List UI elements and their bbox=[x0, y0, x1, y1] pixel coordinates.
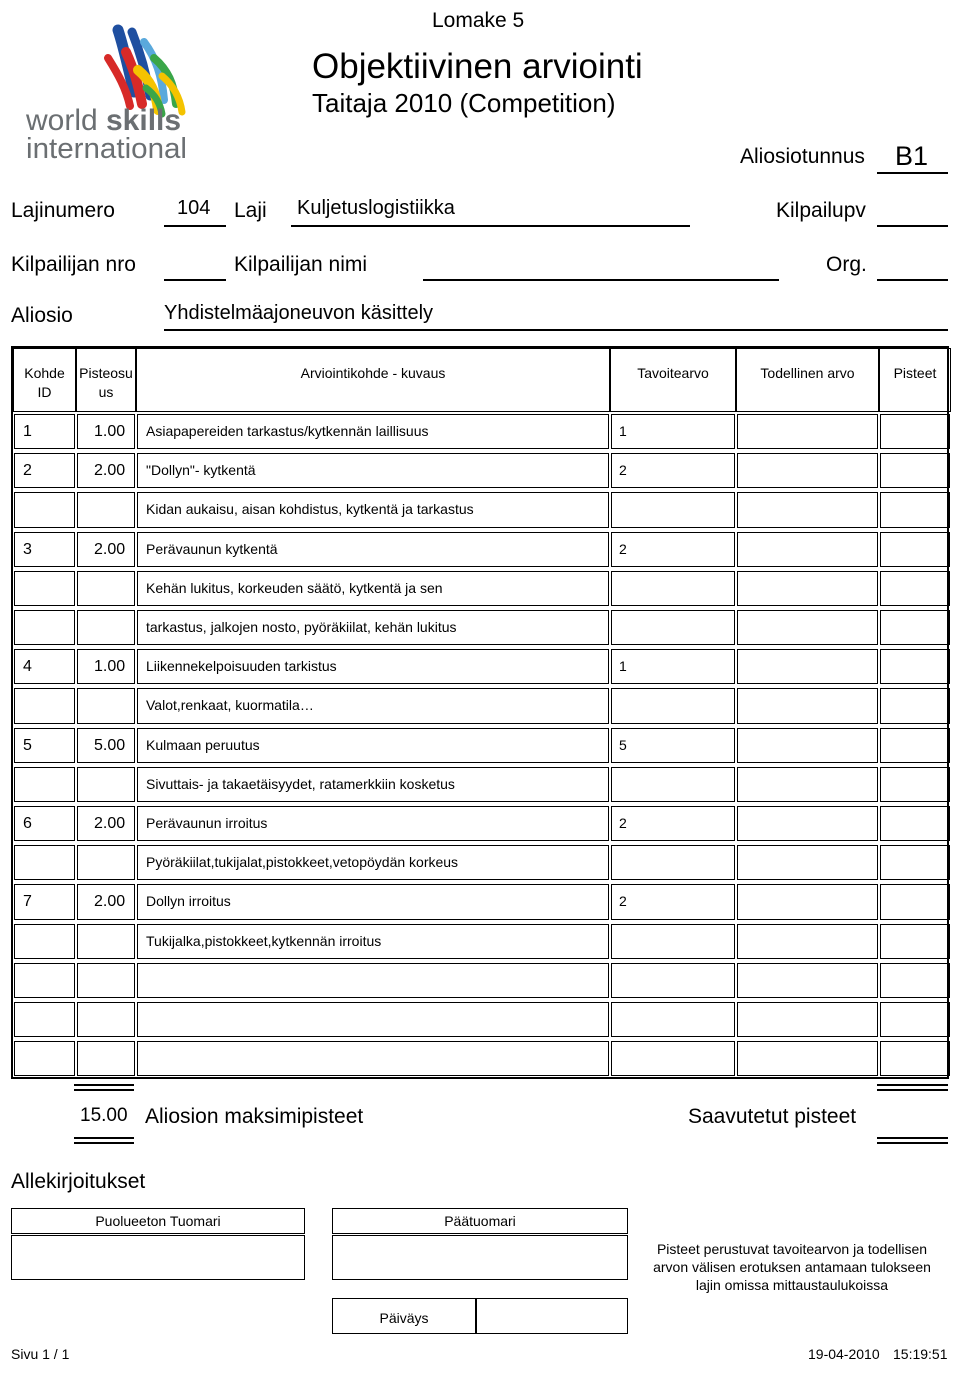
row-points: 2.00 bbox=[94, 815, 126, 832]
row-points-cell bbox=[77, 963, 135, 998]
row-id: 4 bbox=[23, 658, 32, 676]
row-description: "Dollyn"- kytkentä bbox=[146, 462, 256, 479]
row-id-cell bbox=[14, 610, 75, 645]
lajinumero-value[interactable]: 104 bbox=[177, 197, 211, 219]
page-number: Sivu 1 / 1 bbox=[11, 1346, 70, 1362]
org-label: Org. bbox=[826, 253, 867, 276]
row-score-field[interactable] bbox=[880, 1041, 950, 1076]
assessment-table bbox=[11, 346, 949, 1079]
row-actual-field[interactable] bbox=[737, 963, 878, 998]
total-rule-bottom-2 bbox=[74, 1142, 134, 1144]
row-description: Dollyn irroitus bbox=[146, 893, 231, 910]
total-rule-top-2 bbox=[74, 1089, 134, 1091]
row-score-field[interactable] bbox=[880, 453, 950, 488]
lajinumero-underline bbox=[164, 225, 226, 227]
row-description: tarkastus, jalkojen nosto, pyöräkiilat, kehän lukitus bbox=[146, 619, 457, 635]
kilpailijan-nimi-field[interactable] bbox=[423, 279, 779, 281]
page-title: Objektiivinen arviointi bbox=[312, 47, 643, 86]
row-target-cell bbox=[611, 884, 735, 919]
chief-label: Päätuomari bbox=[444, 1213, 516, 1229]
row-description: Perävaunun kytkentä bbox=[146, 540, 278, 557]
row-description: Kehän lukitus, korkeuden säätö, kytkentä ja sen bbox=[146, 579, 443, 596]
org-field[interactable] bbox=[877, 279, 948, 281]
laji-value[interactable]: Kuljetuslogistiikka bbox=[297, 197, 455, 219]
row-score-field[interactable] bbox=[880, 649, 950, 684]
total-rule-top-1 bbox=[74, 1084, 134, 1086]
row-target: 2 bbox=[619, 893, 627, 910]
row-score-field[interactable] bbox=[880, 1002, 950, 1037]
signatures-heading: Allekirjoitukset bbox=[11, 1170, 146, 1193]
row-id: 3 bbox=[23, 540, 32, 558]
row-id: 2 bbox=[23, 462, 32, 480]
logo-text-skills: skills bbox=[106, 104, 182, 137]
logo-text-world: world bbox=[26, 104, 98, 137]
row-score-field[interactable] bbox=[880, 845, 950, 880]
worldskills-logo bbox=[22, 18, 197, 168]
row-score-field[interactable] bbox=[880, 728, 950, 763]
row-actual-field[interactable] bbox=[737, 728, 878, 763]
aliosio-underline bbox=[164, 329, 948, 331]
row-target: 2 bbox=[619, 462, 627, 479]
header-kohde-id bbox=[13, 364, 76, 402]
laji-label: Laji bbox=[234, 199, 267, 222]
referee-signature-field[interactable] bbox=[11, 1235, 305, 1280]
row-target-cell bbox=[611, 728, 735, 763]
row-id-cell bbox=[14, 571, 75, 606]
row-score-field[interactable] bbox=[880, 924, 950, 959]
row-points: 1.00 bbox=[94, 423, 126, 440]
header-kuvaus bbox=[136, 364, 610, 383]
row-target-cell bbox=[611, 571, 735, 606]
row-actual-field[interactable] bbox=[737, 453, 878, 488]
row-id: 7 bbox=[23, 893, 32, 911]
print-time: 15:19:51 bbox=[893, 1346, 948, 1362]
aliosiotunnus-label: Aliosiotunnus bbox=[740, 145, 865, 168]
row-points-cell bbox=[77, 492, 135, 527]
kilpailupv-field[interactable] bbox=[877, 225, 948, 227]
aliosio-value[interactable]: Yhdistelmäajoneuvon käsittely bbox=[164, 302, 434, 324]
row-target-cell bbox=[611, 532, 735, 567]
referee-label: Puolueeton Tuomari bbox=[95, 1213, 221, 1229]
row-id-cell bbox=[14, 845, 75, 880]
header-pisteet bbox=[879, 364, 951, 383]
row-target-cell bbox=[611, 806, 735, 841]
print-date: 19-04-2010 bbox=[808, 1346, 880, 1362]
header-kohde-id-line-2: ID bbox=[37, 384, 52, 400]
logo-text-international: international bbox=[26, 133, 187, 165]
row-actual-field[interactable] bbox=[737, 924, 878, 959]
achieved-points-field bbox=[877, 1142, 948, 1144]
header-pisteosuus bbox=[76, 364, 136, 402]
row-id-cell bbox=[14, 767, 75, 802]
row-actual-field[interactable] bbox=[737, 532, 878, 567]
row-id: 1 bbox=[23, 423, 32, 440]
scoring-note-line-2: arvon välisen erotuksen antamaan tulokseen bbox=[653, 1259, 931, 1275]
header-kuvaus-line-1: Arviointikohde - kuvaus bbox=[300, 365, 446, 381]
row-target-cell bbox=[611, 924, 735, 959]
row-description: Kidan aukaisu, aisan kohdistus, kytkentä ja tarkastus bbox=[146, 501, 474, 518]
row-id-cell bbox=[14, 492, 75, 527]
scoring-note-line-1: Pisteet perustuvat tavoitearvon ja todellisen bbox=[656, 1241, 928, 1257]
kilpailijan-nimi-label: Kilpailijan nimi bbox=[234, 253, 368, 276]
row-actual-field[interactable] bbox=[737, 1002, 878, 1037]
row-score-field[interactable] bbox=[880, 610, 950, 645]
row-score-field[interactable] bbox=[880, 414, 950, 449]
row-id: 6 bbox=[23, 815, 32, 832]
row-points: 5.00 bbox=[94, 736, 126, 754]
referee-label-box bbox=[11, 1208, 305, 1234]
row-target: 5 bbox=[619, 736, 627, 753]
row-actual-field[interactable] bbox=[737, 845, 878, 880]
row-points-cell bbox=[77, 924, 135, 959]
row-actual-field[interactable] bbox=[737, 492, 878, 527]
row-target: 1 bbox=[619, 658, 627, 675]
aliosio-label: Aliosio bbox=[11, 304, 73, 327]
achieved-rule-top-1 bbox=[877, 1084, 948, 1086]
row-target-cell bbox=[611, 767, 735, 802]
row-target: 1 bbox=[619, 423, 627, 439]
row-actual-field[interactable] bbox=[737, 767, 878, 802]
worldskills-brush-icon bbox=[22, 18, 197, 168]
row-target-cell bbox=[611, 963, 735, 998]
page-subtitle: Taitaja 2010 (Competition) bbox=[312, 88, 616, 118]
header-todellinen-line-1: Todellinen arvo bbox=[760, 365, 855, 381]
row-score-field[interactable] bbox=[880, 492, 950, 527]
row-actual-field[interactable] bbox=[737, 884, 878, 919]
row-points: 2.00 bbox=[94, 540, 126, 558]
max-points-value: 15.00 bbox=[80, 1105, 128, 1126]
row-target-cell bbox=[611, 610, 735, 645]
row-score-field[interactable] bbox=[880, 532, 950, 567]
row-score-field[interactable] bbox=[880, 688, 950, 723]
row-points-cell bbox=[77, 1002, 135, 1037]
achieved-points-label: Saavutetut pisteet bbox=[688, 1105, 857, 1128]
row-id-cell bbox=[14, 924, 75, 959]
row-points: 1.00 bbox=[94, 658, 126, 676]
row-actual-field[interactable] bbox=[737, 1041, 878, 1076]
chief-signature-field[interactable] bbox=[332, 1235, 628, 1280]
row-id-cell bbox=[14, 1002, 75, 1037]
row-desc-cell bbox=[137, 1002, 609, 1037]
achieved-rule-bottom-1 bbox=[877, 1137, 948, 1139]
date-label: Päiväys bbox=[379, 1310, 429, 1326]
scoring-note bbox=[636, 1240, 948, 1294]
row-points: 2.00 bbox=[94, 893, 126, 911]
header-todellinen bbox=[736, 364, 879, 383]
row-description: Tukijalka,pistokkeet,kytkennän irroitus bbox=[146, 932, 382, 949]
header-tavoitearvo-line-1: Tavoitearvo bbox=[637, 365, 709, 381]
row-points-cell bbox=[77, 688, 135, 723]
row-target-cell bbox=[611, 845, 735, 880]
lajinumero-label: Lajinumero bbox=[11, 199, 115, 222]
row-points-cell bbox=[77, 610, 135, 645]
row-points-cell bbox=[77, 767, 135, 802]
row-target: 2 bbox=[619, 815, 627, 831]
header-pisteet-line-1: Pisteet bbox=[893, 365, 937, 381]
row-description: Perävaunun irroitus bbox=[146, 815, 268, 831]
row-score-field[interactable] bbox=[880, 806, 950, 841]
aliosiotunnus-underline bbox=[877, 172, 948, 174]
row-target-cell bbox=[611, 492, 735, 527]
row-description: Sivuttais- ja takaetäisyydet, ratamerkkiin kosketus bbox=[146, 775, 455, 792]
kilpailupv-label: Kilpailupv bbox=[776, 199, 866, 222]
aliosiotunnus-value: B1 bbox=[895, 141, 929, 171]
row-id-cell bbox=[14, 963, 75, 998]
row-id: 5 bbox=[23, 736, 32, 754]
row-target-cell bbox=[611, 1041, 735, 1076]
row-score-field[interactable] bbox=[880, 884, 950, 919]
scoring-note-line-3: lajin omissa mittaustaulukoissa bbox=[695, 1277, 889, 1293]
total-rule-bottom-1 bbox=[74, 1137, 134, 1139]
row-desc-cell bbox=[137, 1041, 609, 1076]
row-description: Liikennekelpoisuuden tarkistus bbox=[146, 658, 337, 675]
row-target: 2 bbox=[619, 540, 627, 557]
header-tavoitearvo bbox=[610, 364, 736, 383]
row-points-cell bbox=[77, 845, 135, 880]
row-actual-field[interactable] bbox=[737, 688, 878, 723]
row-description: Pyöräkiilat,tukijalat,pistokkeet,vetopöydän korkeus bbox=[146, 854, 459, 871]
achieved-rule-top-2 bbox=[877, 1089, 948, 1091]
chief-label-box bbox=[332, 1208, 628, 1234]
row-actual-field[interactable] bbox=[737, 571, 878, 606]
kilpailijan-nro-field[interactable] bbox=[164, 279, 226, 281]
row-id-cell bbox=[14, 688, 75, 723]
row-desc-cell bbox=[137, 963, 609, 998]
row-score-field[interactable] bbox=[880, 571, 950, 606]
row-actual-field[interactable] bbox=[737, 649, 878, 684]
row-target-cell bbox=[611, 453, 735, 488]
header-pisteosuus-line-1: Pisteosu bbox=[79, 365, 133, 381]
form-label: Lomake 5 bbox=[432, 9, 525, 32]
date-label-box bbox=[332, 1298, 476, 1334]
row-actual-field[interactable] bbox=[737, 806, 878, 841]
row-description: Valot,renkaat, kuormatila… bbox=[146, 697, 314, 714]
row-description: Kulmaan peruutus bbox=[146, 736, 260, 753]
row-description: Asiapapereiden tarkastus/kytkennän laillisuus bbox=[146, 423, 429, 439]
row-id-cell bbox=[14, 1041, 75, 1076]
header-pisteosuus-line-2: us bbox=[98, 384, 114, 400]
kilpailijan-nro-label: Kilpailijan nro bbox=[11, 253, 136, 276]
header-kohde-id-line-1: Kohde bbox=[24, 365, 65, 381]
row-target-cell bbox=[611, 414, 735, 449]
row-score-field[interactable] bbox=[880, 963, 950, 998]
row-points-cell bbox=[77, 571, 135, 606]
row-actual-field[interactable] bbox=[737, 610, 878, 645]
row-target-cell bbox=[611, 688, 735, 723]
row-target-cell bbox=[611, 649, 735, 684]
max-points-label: Aliosion maksimipisteet bbox=[145, 1105, 364, 1128]
laji-underline bbox=[291, 225, 690, 227]
row-points: 2.00 bbox=[94, 462, 126, 480]
row-points-cell bbox=[77, 1041, 135, 1076]
row-score-field[interactable] bbox=[880, 767, 950, 802]
row-actual-field[interactable] bbox=[737, 414, 878, 449]
date-field[interactable] bbox=[476, 1298, 628, 1334]
row-target-cell bbox=[611, 1002, 735, 1037]
